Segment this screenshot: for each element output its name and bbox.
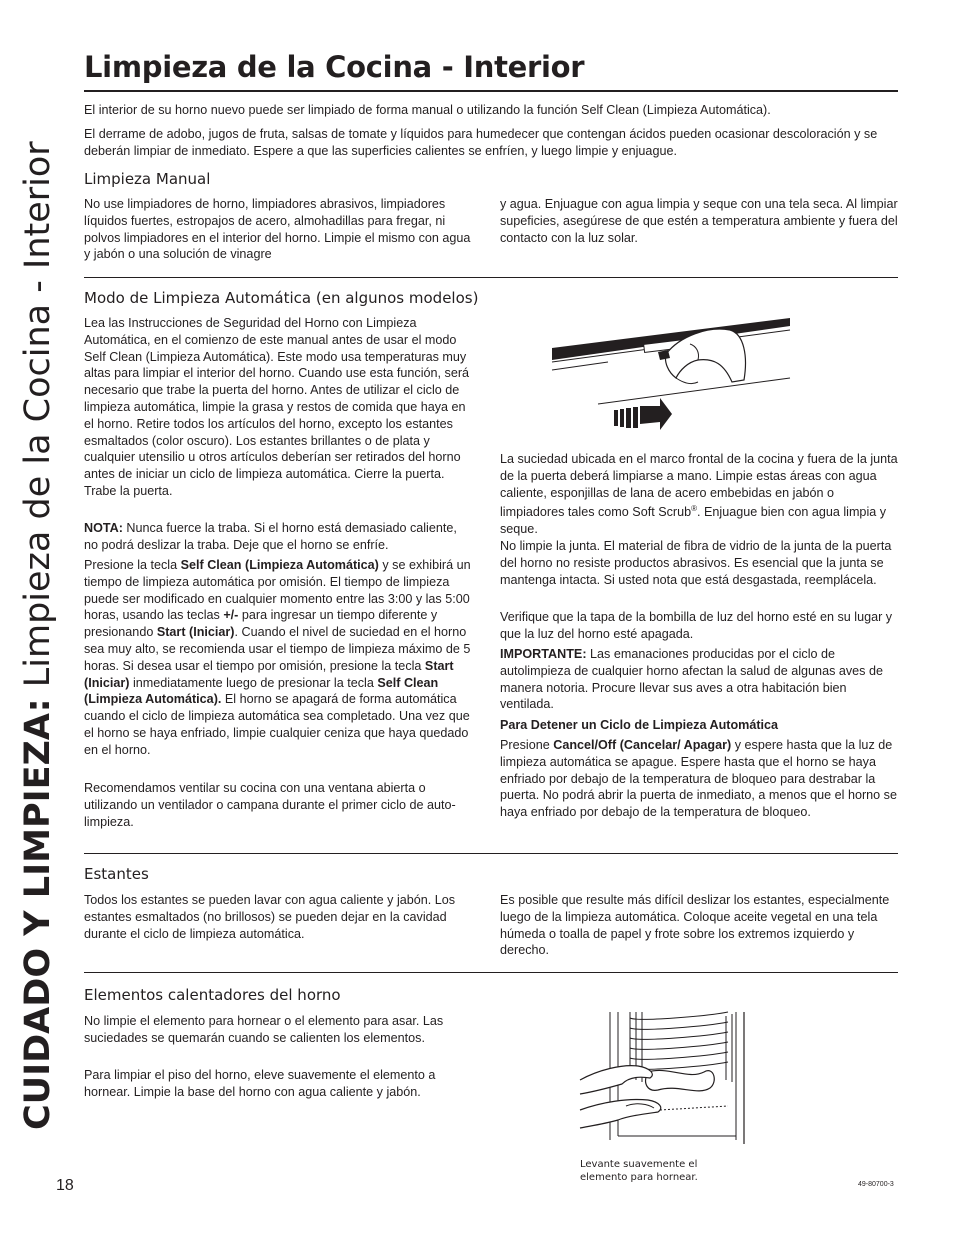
self-clean-ventilation: Recomendamos ventilar su cocina con una ventana abierta o utilizando un ventilador o campana durante el primer ciclo de auto-limpieza.	[84, 781, 456, 829]
heating-elements-paragraph-2: Para limpiar el piso del horno, eleve suavemente el elemento a hornear. Limpie la base del horno con agua caliente y jabón.	[84, 1068, 436, 1099]
stop-text: y espere hasta que la luz de limpieza automática se apague. Espere hasta que el horno se haya enfriado por debajo de la temperatura de bloqueo para destrabar la puerta. No podrá abrir la puerta de inmediato, a menos que el horno se haya enfriado por debajo de la temperatura de bloqueo.	[500, 738, 897, 820]
stop-key: Cancel/Off (Cancelar/ Apagar)	[553, 738, 732, 752]
note-text: Nunca fuerce la traba. Si el horno está demasiado caliente, no podrá deslizar la traba. Deje que el horno se enfríe.	[84, 521, 457, 552]
stop-cycle-heading: Para Detener un Ciclo de Limpieza Automática	[500, 718, 779, 732]
manual-cleaning-right: y agua. Enjuague con agua limpia y seque con una tela seca. Al limpiar supeficies, asegúrese de que estén a temperatura ambiente y fuera del contacto con la luz solar.	[500, 197, 898, 245]
instr-key: Start (Iniciar)	[84, 658, 454, 690]
section-divider	[84, 853, 898, 854]
instr-text: . Cuando el nivel de suciedad en el horno sea muy alto, se recomienda usar el tiempo de limpieza máximo de 5 horas. Si desea usar el tiempo por omisión, presione la tecla	[84, 625, 471, 673]
figure-caption: Levante suavemente el elemento para hornear.	[580, 1159, 698, 1183]
page-title: Limpieza de la Cocina - Interior	[84, 50, 585, 84]
instr-key: Self Clean (Limpieza Automática)	[180, 558, 379, 572]
instr-key: Start (Iniciar)	[156, 625, 235, 640]
registered-mark: ®	[691, 504, 697, 514]
self-clean-intro: Lea las Instrucciones de Seguridad del Horno con Limpieza Automática, en el comienzo de este manual antes de usar el modo Self Clean (Limpieza Automática). Este modo usa temperaturas muy altas para limpiar el interior del horno. Cuando use esta función, será necesario que trabe la puerta del horno. Antes de utilizar el ciclo de limpieza automática, limpie la grasa y restos de comida que haya en el horno. Retire todos los artículos del horno, excepto los estantes esmaltados (color oscuro). Los estantes brillantes o de plata y cualquier utensilio u otros artículos deberían ser retirados del horno antes de iniciar un ciclo de limpieza automática. Cierre la puerta. Trabe la puerta.	[84, 316, 470, 498]
instr-key: +/-	[223, 608, 239, 623]
instr-key: Self Clean (Limpieza Automática).	[84, 675, 439, 707]
racks-right: Es posible que resulte más difícil deslizar los estantes, especialmente luego de la limpieza automática. Coloque aceite vegetal en una tela húmeda o toalla de papel y frote sobre los extremos izquierdo y derecho.	[500, 893, 890, 958]
racks-heading: Estantes	[84, 865, 149, 883]
racks-left: Todos los estantes se pueden lavar con agua caliente y jabón. Los estantes esmaltados (no brillosos) se pueden dejar en la cavidad durante el ciclo de limpieza automática.	[84, 893, 456, 941]
self-clean-note	[84, 520, 474, 554]
frame-text: La suciedad ubicada en el marco frontal de la cocina y fuera de la junta de la puerta deberá limpiarse a mano. Limpie estas áreas con agua caliente, esponjillas de lana de acero embebidas en jabón o limpiadores tales como Soft Scrub	[500, 452, 898, 520]
stop-cycle-paragraph	[500, 737, 900, 821]
instr-text: Presione la tecla	[84, 558, 181, 572]
side-title-bold: CUIDADO Y LIMPIEZA:	[18, 698, 58, 1130]
section-divider	[84, 972, 898, 973]
self-clean-instructions	[84, 557, 474, 759]
side-title-light: Limpieza de la Cocina - Interior	[18, 141, 58, 699]
manual-cleaning-heading: Limpieza Manual	[84, 170, 211, 188]
note-label: NOTA:	[84, 521, 123, 535]
important-paragraph	[500, 646, 900, 713]
stop-text: Presione	[500, 738, 554, 752]
frame-text: . Enjuague bien con agua limpia y seque.	[500, 505, 887, 537]
important-text: Las emanaciones producidas por el ciclo de autolimpieza de cualquier horno afectan la salud de algunas aves de manera notoria. Procure llevar sus aves a otra habitación bien ventilada.	[500, 647, 883, 712]
gasket-paragraph: No limpie la junta. El material de fibra de vidrio de la junta de la puerta del horno no resiste productos abrasivos. Es esencial que la junta se mantenga intacta. Si usted nota que está desgastada, reemplácela.	[500, 539, 892, 587]
intro-paragraph-1: El interior de su horno nuevo puede ser limpiado de forma manual o utilizando la función Self Clean (Limpieza Automática).	[84, 103, 771, 117]
bake-element-illustration	[578, 1010, 754, 1144]
instr-text: y se exhibirá un tiempo de limpieza automática por omisión. El tiempo de limpieza puede ser modificado en cualquier momento entre las 3:00 y las 5:00 horas, usando las teclas	[84, 558, 471, 623]
instr-text: El horno se apagará de forma automática cuando el ciclo de limpieza automática sea completado. Una vez que el horno se haya enfriado, limpie cualquier ceniza que haya quedado en el horno.	[84, 692, 470, 757]
intro-paragraph-2: El derrame de adobo, jugos de fruta, salsas de tomate y líquidos para humedecer que contengan ácidos pueden ocasionar descoloración y se deberán limpiar de inmediato. Espere a que las superficies calientes se enfríen, y luego limpie y enjuague.	[84, 127, 878, 158]
side-section-title	[10, 30, 66, 1130]
heating-elements-paragraph-1: No limpie el elemento para hornear o el elemento para asar. Las suciedades se quemarán cuando se calienten los elementos.	[84, 1014, 444, 1045]
manual-cleaning-left: No use limpiadores de horno, limpiadores abrasivos, limpiadores líquidos fuertes, estropajos de acero, almohadillas para fregar, ni polvos limpiadores en el interior del horno. Limpie el mismo con agua y jabón o una solución de vinagre	[84, 197, 471, 262]
heating-elements-heading: Elementos calentadores del horno	[84, 986, 341, 1004]
document-number: 49-80700-3	[858, 1181, 894, 1188]
instr-text: inmediatamente luego de presionar la tecla	[129, 675, 378, 690]
section-divider	[84, 277, 898, 278]
door-latch-illustration	[548, 316, 796, 436]
frame-cleaning-paragraph	[500, 451, 900, 538]
light-cover-paragraph: Verifique que la tapa de la bombilla de luz del horno esté en su lugar y que la luz del horno esté apagada.	[500, 610, 893, 641]
title-rule	[84, 90, 898, 92]
self-clean-heading: Modo de Limpieza Automática (en algunos modelos)	[84, 289, 479, 307]
page-number: 18	[56, 1177, 74, 1194]
important-label: IMPORTANTE:	[500, 647, 587, 661]
instr-text: para ingresar un tiempo diferente y presionando	[84, 608, 438, 640]
